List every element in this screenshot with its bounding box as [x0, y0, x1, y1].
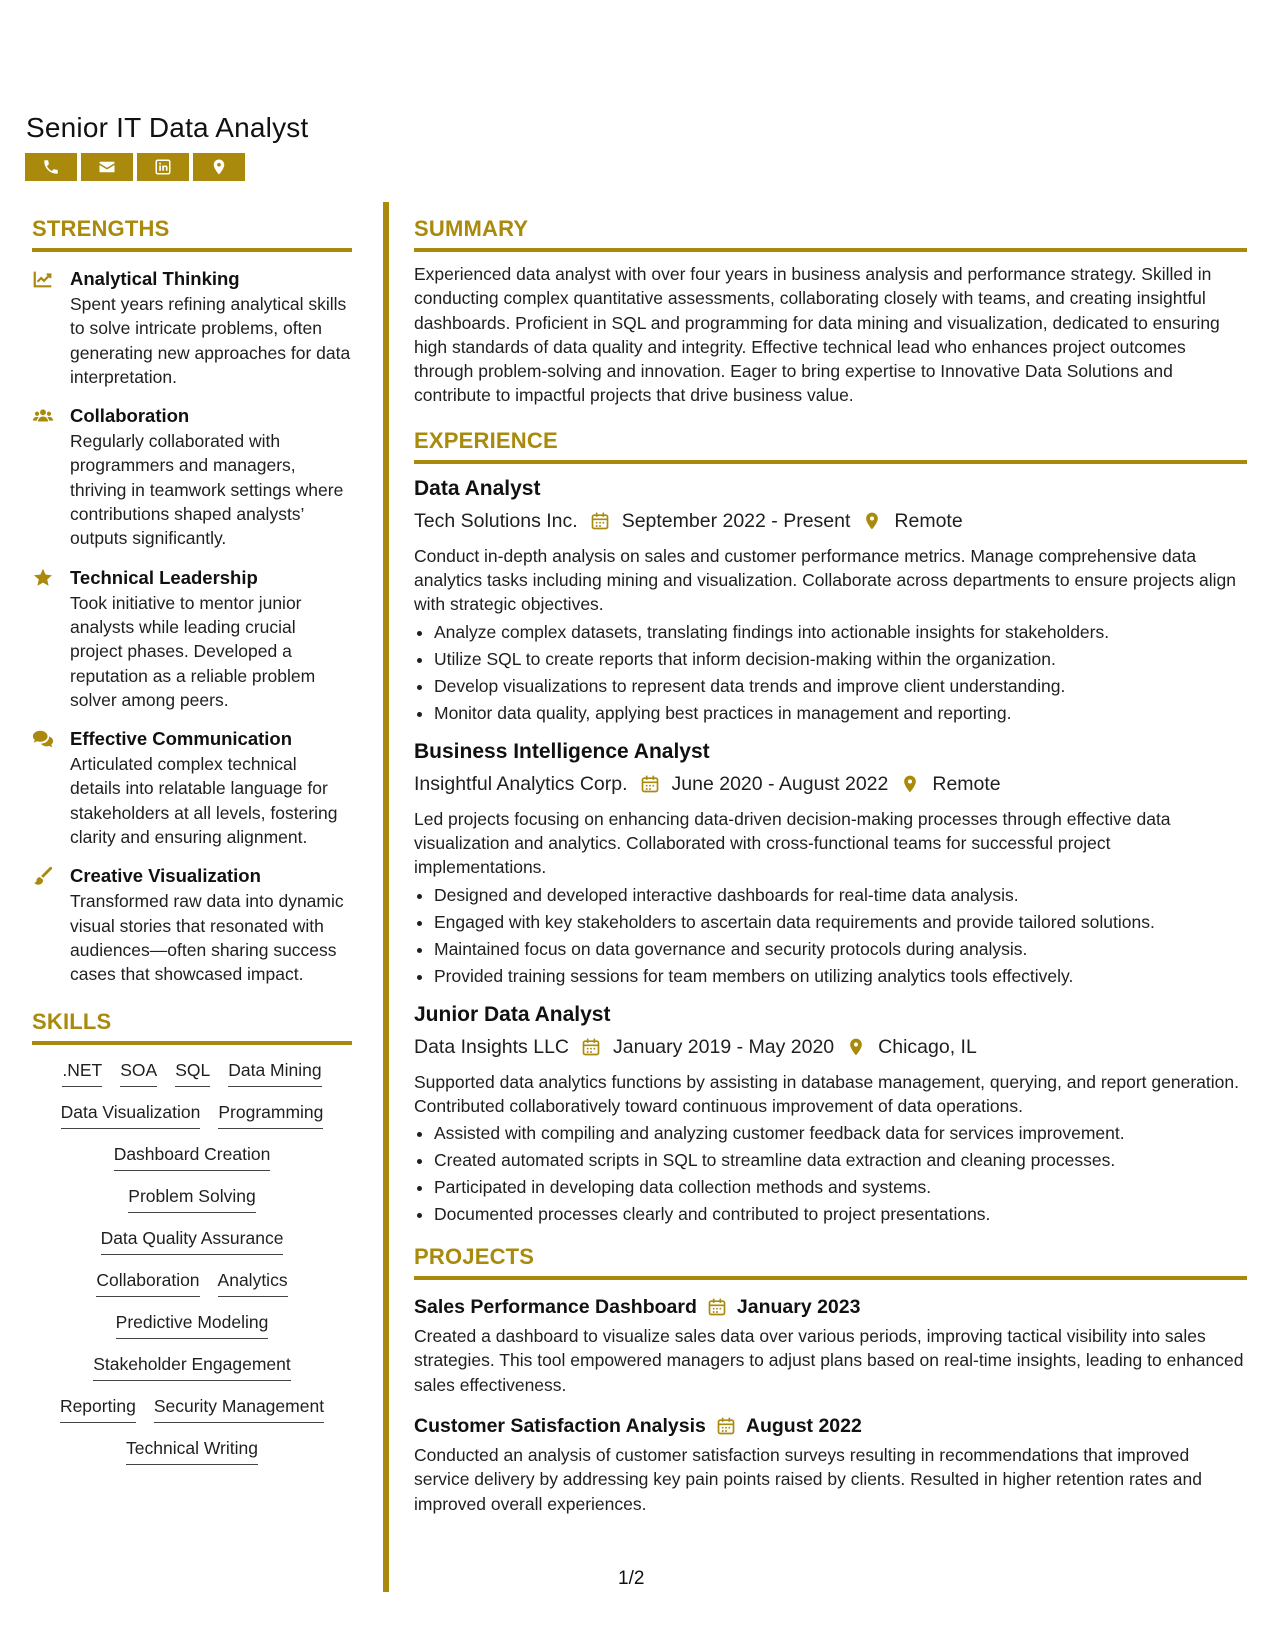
skills-list — [32, 1058, 352, 1465]
strength-description: Spent years refining analytical skills to solve intricate problems, often generating new approaches for data interpretation. — [70, 294, 351, 387]
project-description: Created a dashboard to visualize sales data over various periods, improving tactical visibility into sales strategies. This tool empowered managers to adjust plans based on real-time insights, leading to enhanced sales effectiveness. — [414, 1326, 1244, 1395]
job-meta — [414, 1032, 1247, 1062]
strength-description: Took initiative to mentor junior analysts while leading crucial project phases. Developed a reputation as a reliable problem solver among peers. — [70, 592, 316, 710]
location-pin-icon — [846, 1037, 866, 1057]
skill-tag: SQL — [175, 1058, 210, 1087]
strength-title: Effective Communication — [70, 728, 293, 750]
strength-item — [32, 726, 352, 849]
strength-title: Creative Visualization — [70, 865, 261, 887]
strength-title: Analytical Thinking — [70, 268, 240, 289]
job-bullet: • Participated in developing data collection methods and systems. — [434, 1174, 1247, 1201]
skill-tag: Data Quality Assurance — [101, 1226, 284, 1255]
star-icon — [32, 567, 54, 589]
strength-title: Technical Leadership — [70, 566, 258, 588]
job-entry — [414, 474, 1247, 727]
summary-text: Experienced data analyst with over four years in business analysis and performance strategy. Skilled in conducting complex quantitative assessments, collaborating closely with teams, and creating insightful dashboards. Proficient in SQL and programming for data mining and visualization, dedicated to ensuring high standards of data quality and integrity. Effective technical lead who enhances project outcomes through problem-solving and innovation. Eager to bring expertise to Innovative Data Solutions and contribute to impactful projects that drive business value. — [414, 264, 1220, 406]
job-description: Led projects focusing on enhancing data-driven decision-making processes through effective data visualization and analytics. Collaborated with cross-functional teams for successful project implementations. — [414, 808, 1171, 878]
projects-heading: PROJECTS — [414, 1244, 1247, 1280]
strength-title: Collaboration — [70, 405, 190, 427]
skill-tag: Problem Solving — [128, 1184, 255, 1213]
skill-tag: Data Visualization — [61, 1100, 201, 1129]
paintbrush-icon — [32, 865, 54, 887]
experience-heading: EXPERIENCE — [414, 428, 1247, 464]
job-bullets — [414, 882, 1247, 990]
linkedin-button[interactable] — [137, 153, 189, 181]
project-entry — [414, 1292, 1247, 1397]
skill-tag: Dashboard Creation — [114, 1142, 271, 1171]
company-name: Data Insights LLC — [414, 1035, 570, 1058]
strength-item — [32, 565, 352, 712]
skill-tag: Stakeholder Engagement — [93, 1352, 291, 1381]
email-button[interactable] — [81, 153, 133, 181]
chart-line-icon — [32, 268, 54, 290]
skill-tag: .NET — [62, 1058, 102, 1087]
job-bullet: • Engaged with key stakeholders to ascertain data requirements and provide tailored solutions. — [434, 909, 1247, 936]
job-bullet: • Develop visualizations to represent data trends and improve client understanding. — [434, 673, 1247, 700]
project-header — [414, 1292, 1247, 1322]
job-bullet: • Analyze complex datasets, translating findings into actionable insights for stakeholders. — [434, 619, 1247, 646]
skill-tag: Analytics — [218, 1268, 288, 1297]
job-title: Data Analyst — [414, 476, 541, 500]
job-location: Chicago, IL — [878, 1035, 977, 1058]
job-bullet: • Created automated scripts in SQL to streamline data extraction and cleaning processes. — [434, 1147, 1247, 1174]
candidate-title: Senior IT Data Analyst — [26, 112, 309, 143]
calendar-icon — [707, 1297, 727, 1317]
strength-description: Regularly collaborated with programmers and managers, thriving in teamwork settings where contributions shaped analysts’ outputs significantly. — [70, 431, 344, 549]
job-meta — [414, 769, 1247, 799]
strengths-heading: STRENGTHS — [32, 216, 352, 252]
location-pin-icon — [210, 158, 228, 176]
phone-icon — [42, 158, 60, 176]
job-entry — [414, 737, 1247, 990]
column-divider — [383, 202, 389, 1592]
job-bullet: • Provided training sessions for team members on utilizing analytics tools effectively. — [434, 963, 1247, 990]
company-name: Tech Solutions Inc. — [414, 509, 578, 532]
job-dates: January 2019 - May 2020 — [613, 1035, 835, 1058]
envelope-icon — [98, 158, 116, 176]
location-pin-icon — [862, 511, 882, 531]
job-entry — [414, 1000, 1247, 1229]
project-name: Sales Performance Dashboard — [414, 1296, 697, 1319]
strength-description: Articulated complex technical details into relatable language for stakeholders at all levels, fostering clarity and ensuring alignment. — [70, 754, 338, 848]
calendar-icon — [716, 1416, 736, 1436]
job-bullets — [414, 619, 1247, 727]
job-description: Conduct in-depth analysis on sales and customer performance metrics. Manage comprehensive data analytics tasks including mining and visualization. Collaborate across departments to ensure projects align with strategic objectives. — [414, 545, 1236, 615]
job-bullet: • Monitor data quality, applying best practices in management and reporting. — [434, 700, 1247, 727]
skill-tag: Technical Writing — [126, 1436, 258, 1465]
strength-item — [32, 266, 352, 389]
job-location: Remote — [894, 509, 963, 532]
project-entry — [414, 1411, 1247, 1516]
project-name: Customer Satisfaction Analysis — [414, 1415, 706, 1438]
location-pin-icon — [900, 774, 920, 794]
company-name: Insightful Analytics Corp. — [414, 772, 628, 795]
calendar-icon — [640, 774, 660, 794]
job-description: Supported data analytics functions by assisting in database management, querying, and report generation. Contributed collaboratively toward continuous improvement of data operations. — [414, 1071, 1239, 1116]
job-bullet: • Maintained focus on data governance and security protocols during analysis. — [434, 936, 1247, 963]
project-date: August 2022 — [745, 1415, 862, 1438]
job-dates: September 2022 - Present — [621, 509, 851, 532]
job-dates: June 2020 - August 2022 — [671, 772, 889, 795]
strength-item — [32, 403, 352, 550]
job-title: Junior Data Analyst — [414, 1002, 611, 1026]
job-bullets — [414, 1120, 1247, 1228]
strength-description: Transformed raw data into dynamic visual stories that resonated with audiences—often sharing success cases that showcased impact. — [70, 891, 344, 985]
strength-item — [32, 863, 352, 986]
page-number: 1/2 — [618, 1568, 645, 1589]
contact-buttons — [25, 153, 245, 181]
project-header — [414, 1411, 1247, 1441]
job-meta — [414, 506, 1247, 536]
skill-tag: Predictive Modeling — [116, 1310, 269, 1339]
project-description: Conducted an analysis of customer satisfaction surveys resulting in recommendations that improved service delivery by addressing key pain points raised by clients. Resulted in higher retention rates and improved overall experiences. — [414, 1445, 1202, 1514]
location-button[interactable] — [193, 153, 245, 181]
right-column — [414, 216, 1247, 1516]
job-bullet: • Utilize SQL to create reports that inform decision-making within the organization. — [434, 646, 1247, 673]
job-location: Remote — [932, 772, 1001, 795]
skills-heading: SKILLS — [32, 1009, 352, 1045]
job-title: Business Intelligence Analyst — [414, 739, 710, 763]
job-bullet: • Designed and developed interactive dashboards for real-time data analysis. — [434, 882, 1247, 909]
skill-tag: Programming — [218, 1100, 323, 1129]
job-bullet: • Assisted with compiling and analyzing customer feedback data for services improvement. — [434, 1120, 1247, 1147]
skill-tag: Collaboration — [96, 1268, 199, 1297]
linkedin-icon — [154, 158, 172, 176]
project-date: January 2023 — [736, 1296, 861, 1319]
left-column — [32, 216, 352, 1465]
summary-heading: SUMMARY — [414, 216, 1247, 252]
skill-tag: Reporting — [60, 1394, 136, 1423]
skill-tag: SOA — [120, 1058, 157, 1087]
calendar-icon — [581, 1037, 601, 1057]
skill-tag: Data Mining — [228, 1058, 321, 1087]
comments-icon — [32, 728, 54, 750]
users-icon — [32, 405, 54, 427]
skill-tag: Security Management — [154, 1394, 324, 1423]
calendar-icon — [590, 511, 610, 531]
job-bullet: • Documented processes clearly and contributed to project presentations. — [434, 1201, 1247, 1228]
phone-button[interactable] — [25, 153, 77, 181]
